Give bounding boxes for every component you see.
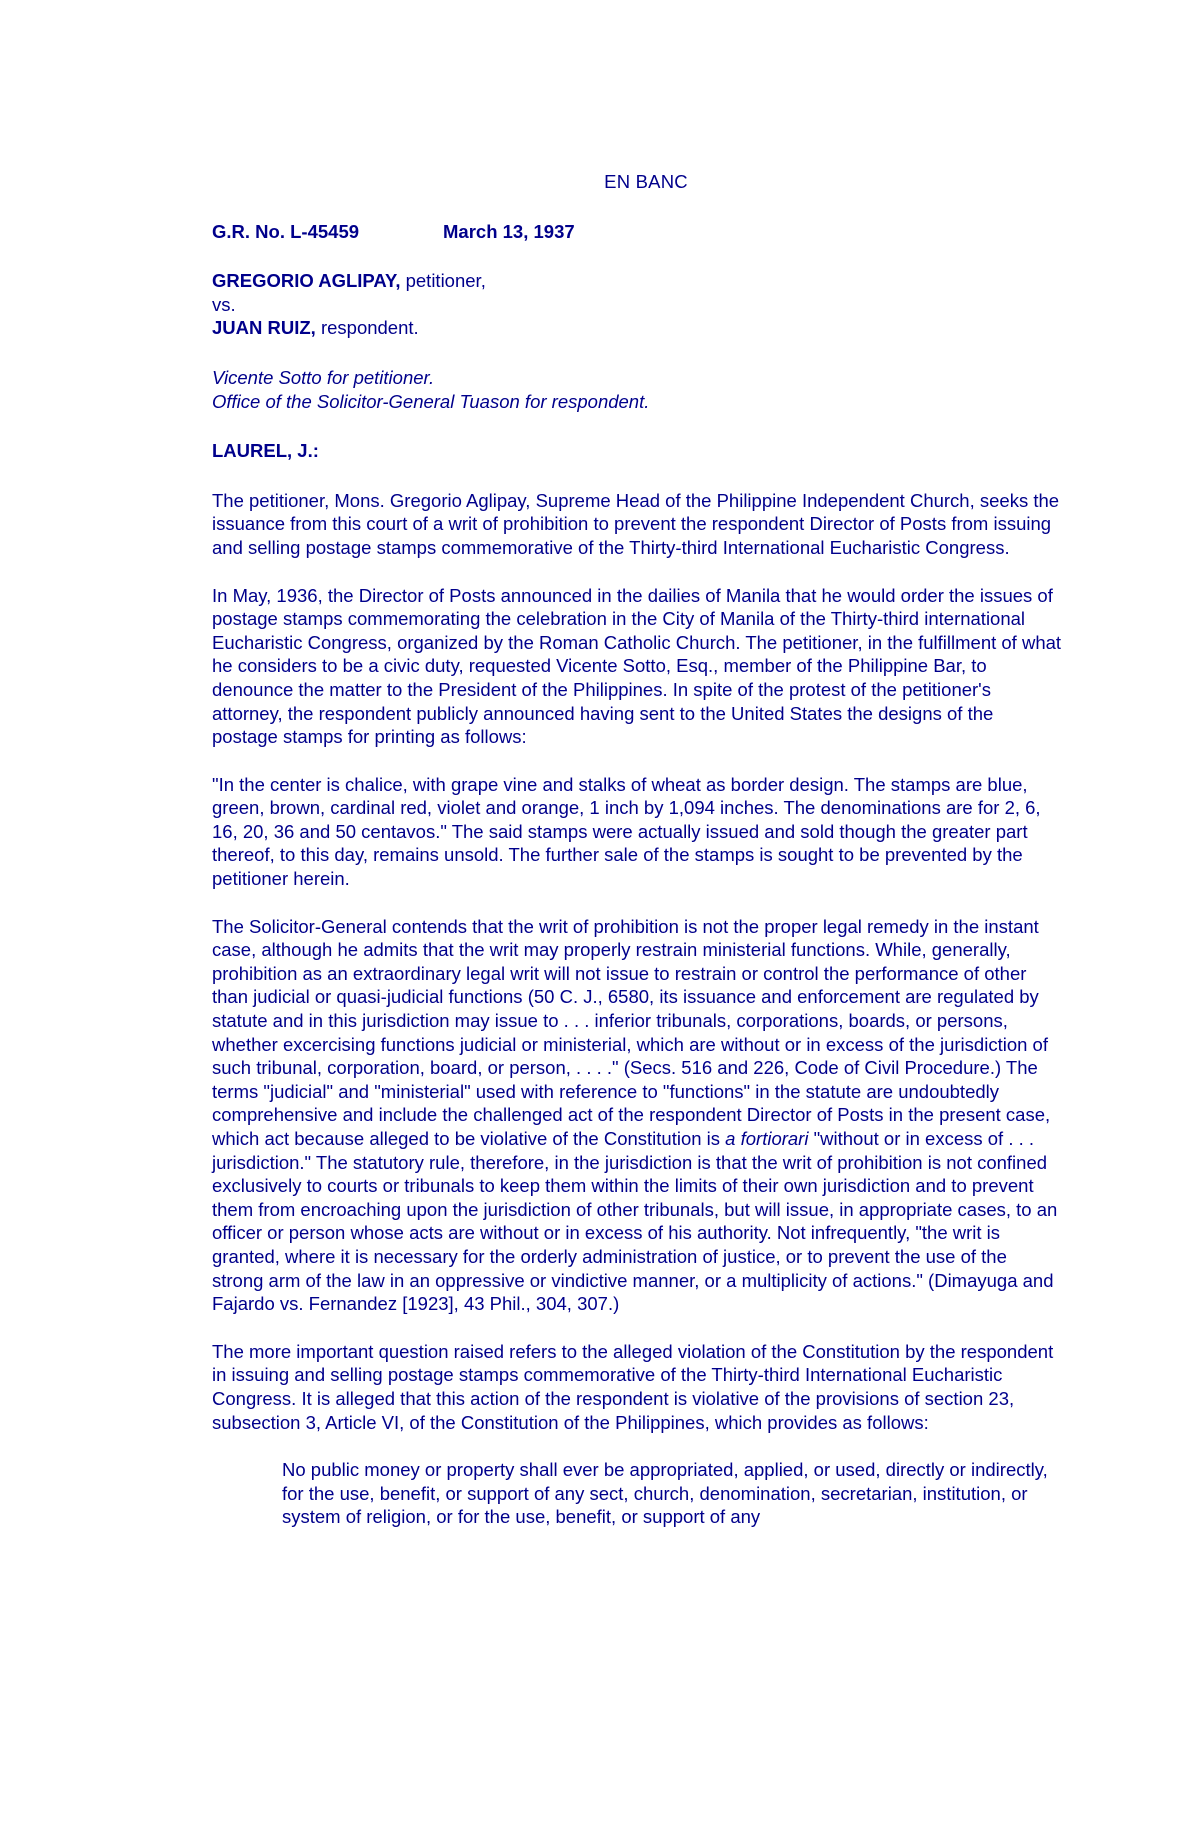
paragraph-4-part-1: The Solicitor-General contends that the writ of prohibition is not the proper legal remedy in the instant case, although he admits that the writ may properly restrain ministerial functions. While, generally, prohibition as an extraordinary legal writ will not issue to restrain or control the performance of other than judicial or quasi-judicial functions (50 C. J., 6580, its issuance and enforcement are regulated by statute and in this jurisdiction may issue to . . . inferior tribunals, corporations, boards, or persons, whether excercising functions judicial or ministerial, which are without or in excess of the jurisdiction of such tribunal, corporation, board, or person, . . . ." (Secs. 516 and 226, Code of Civil Procedure.) The terms "judicial" and "ministerial" used with reference to "functions" in the statute are undoubtedly comprehensive and include the challenged act of the respondent Director of Posts in the present case, which act because alleged to be violative of the Constitution is	[212, 915, 1051, 1149]
petitioner-counsel: Vicente Sotto for petitioner.	[212, 366, 435, 388]
paragraph-3: "In the center is chalice, with grape vine and stalks of wheat as border design. The stamps are blue, green, brown, cardinal red, violet and orange, 1 inch by 1,094 inches. The denominations are for 2, 6, 16, 20, 36 and 50 centavos." The said stamps were actually issued and sold though the greater part thereof, to this day, remains unsold. The further sale of the stamps is sought to be prevented by the petitioner herein.	[212, 773, 1041, 890]
court-division: EN BANC	[604, 171, 688, 192]
petitioner-line	[212, 269, 1062, 293]
paragraph-4-italic: a fortiorari	[725, 1128, 809, 1149]
ponente: LAUREL, J.:	[212, 440, 319, 462]
petitioner-role: petitioner,	[400, 270, 486, 292]
paragraph-5: The more important question raised refers to the alleged violation of the Constitution by the respondent in issuing and selling postage stamps commemorative of the Thirty-third International Eucharistic Congress. It is alleged that this action of the respondent is violative of the provisions of section 23, subsection 3, Article VI, of the Constitution of the Philippines, which provides as follows:	[212, 1340, 1054, 1433]
respondent-line	[212, 316, 1062, 340]
paragraph-4-part-2: "without or in excess of . . . jurisdiction." The statutory rule, therefore, in the jurisdiction is that the writ of prohibition is not confined exclusively to courts or tribunals to keep them within the limits of their own jurisdiction and to prevent them from encroaching upon the jurisdiction of other tribunals, but will issue, in appropriate cases, to an officer or person whose acts are without or in excess of his authority. Not infrequently, "the writ is granted, where it is necessary for the orderly administration of justice, or to prevent the use of the strong arm of the law in an oppressive or vindictive manner, or a multiplicity of actions." (Dimayuga and Fajardo vs. Fernandez [1923], 43 Phil., 304, 307.)	[212, 1128, 1058, 1315]
paragraph-1: The petitioner, Mons. Gregorio Aglipay, Supreme Head of the Philippine Independent Church, seeks the issuance from this court of a writ of prohibition to prevent the respondent Director of Posts from issuing and selling postage stamps commemorative of the Thirty-third International Eucharistic Congress.	[212, 489, 1060, 558]
paragraph-2: In May, 1936, the Director of Posts announced in the dailies of Manila that he would order the issues of postage stamps commemorating the celebration in the City of Manila of the Thirty-third international Eucharistic Congress, organized by the Roman Catholic Church. The petitioner, in the fulfillment of what he considers to be a civic duty, requested Vicente Sotto, Esq., member of the Philippine Bar, to denounce the matter to the President of the Philippines. In spite of the protest of the petitioner's attorney, the respondent publicly announced having sent to the United States the designs of the postage stamps for printing as follows:	[212, 584, 1062, 748]
paragraph-4	[212, 915, 1062, 1316]
respondent-role: respondent.	[315, 317, 419, 339]
document-body	[212, 170, 1062, 1529]
constitution-quote: No public money or property shall ever be appropriated, applied, or used, directly or indirectly, for the use, benefit, or support of any sect, church, denomination, secretarian, institution, or system of religion, or for the use, benefit, or support of any	[282, 1459, 1048, 1528]
respondent-name: JUAN RUIZ,	[212, 317, 316, 339]
respondent-counsel: Office of the Solicitor-General Tuason for respondent.	[212, 390, 650, 412]
decision-date: March 13, 1937	[443, 220, 575, 242]
versus: vs.	[212, 293, 236, 315]
case-heading	[212, 220, 1062, 244]
counsel-block	[212, 366, 1062, 413]
petitioner-name: GREGORIO AGLIPAY,	[212, 270, 401, 292]
case-parties	[212, 269, 1062, 340]
gr-number: G.R. No. L-45459	[212, 220, 360, 242]
